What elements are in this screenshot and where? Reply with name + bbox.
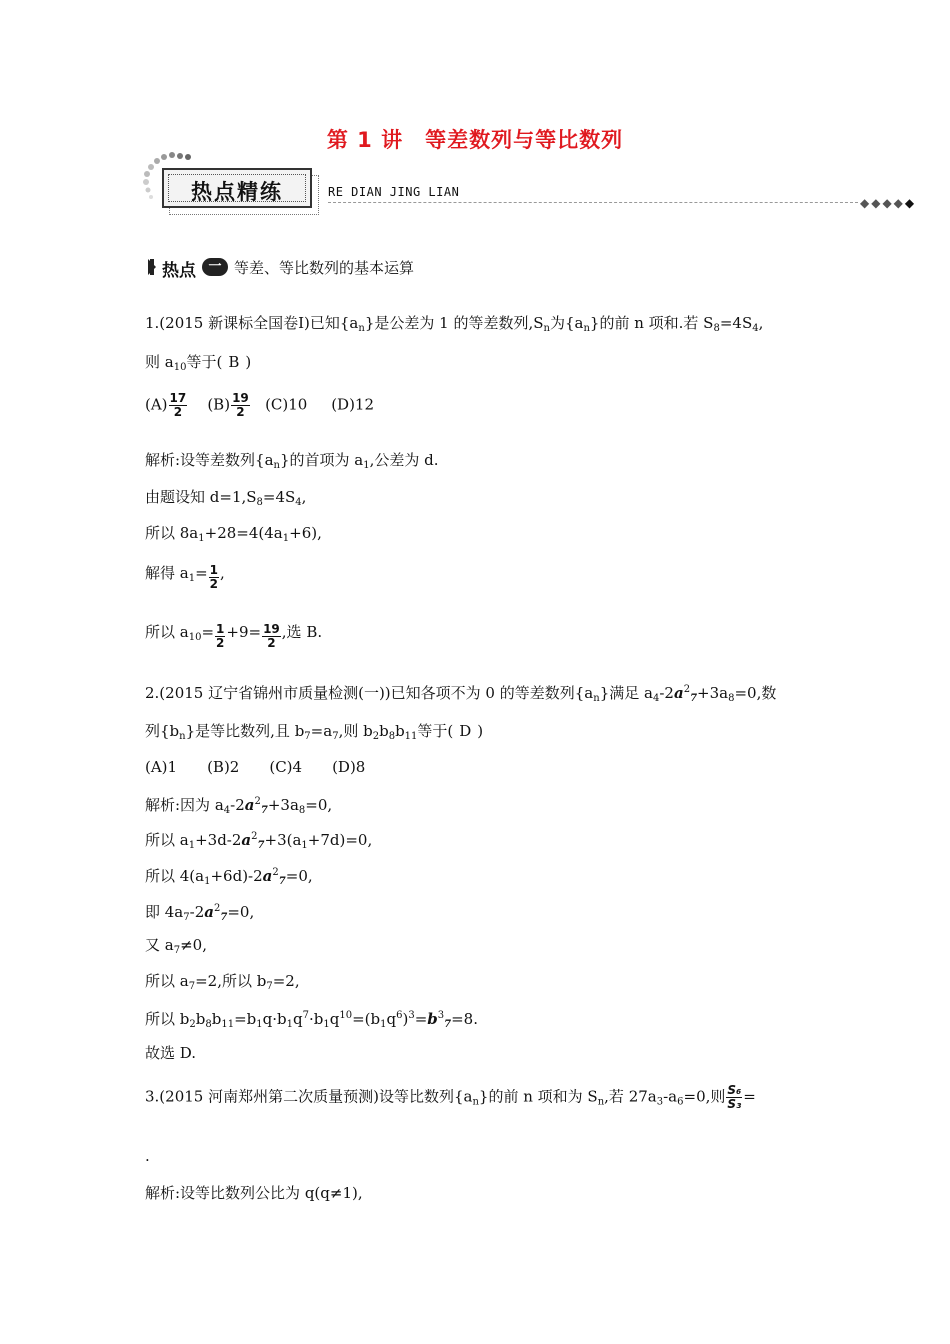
- q2-solution-line6: 所以 $a_7=2$,所以 $b_7=2$,: [145, 972, 300, 992]
- hotspot-heading: [148, 256, 414, 282]
- q1-solution-line5: 所以 $a_{10}=$ $\frac{1}{2}$ +9= $\frac{19}{2}$ ,选 B.: [145, 622, 323, 650]
- q1-stem-line2: 则 $a_{10}$等于( B ): [145, 353, 252, 373]
- q1-solution-line3: 所以 $8a_1+28=4(4a_1+6)$,: [145, 524, 322, 544]
- q1-solution-line4: 解得 $a_1=$ $\frac{1}{2}$ ,: [145, 563, 225, 591]
- hotspot-topic: 等差、等比数列的基本运算: [234, 258, 415, 277]
- q1-answer: B: [228, 353, 240, 371]
- banner-label: 热点精练: [191, 180, 283, 204]
- diamond-ornament-icon: ◆◆◆◆◆: [860, 196, 917, 210]
- triangle-icon: [148, 259, 156, 275]
- banner-box: [162, 168, 312, 208]
- q2-answer: D: [459, 722, 472, 740]
- q2-solution-line7: 所以 $b_2b_8b_{11}=b_1q\cdot b_1q^7\cdot b_1q^{10}=(b_1q^6)^3=b^3_7=8$.: [145, 1010, 478, 1030]
- q1-solution-line1: 解析:设等差数列$\{a_n\}$的首项为 $a_1$,公差为 d.: [145, 451, 439, 471]
- q2-solution-line2: 所以 $a_1+3d-2a^2_7+3(a_1+7d)=0$,: [145, 831, 373, 851]
- hotspot-number: 一: [202, 258, 228, 276]
- q1-stem-line1: 1.(2015 新课标全国卷Ⅰ)已知$\{a_n\}$是公差为 1 的等差数列$,S_n$为$\{a_n\}$的前 n 项和.若 $S_8=4S_4$,: [145, 314, 764, 334]
- banner-subtitle: RE DIAN JING LIAN: [328, 185, 460, 199]
- q1-options: (A) $\frac{17}{2}$ (B) $\frac{19}{2}$ (C)10 (D)12: [145, 391, 375, 419]
- q2-solution-line4: 即 $4a_7-2a^2_7=0$,: [145, 903, 255, 923]
- q2-solution-line5: 又 $a_7\ne 0$,: [145, 936, 207, 956]
- q3-solution-line1: 解析:设等比数列公比为 q(q≠1),: [145, 1184, 363, 1202]
- q3-blank-dot: .: [145, 1147, 150, 1165]
- q2-options: (A)1 (B)2 (C)4 (D)8: [145, 758, 366, 776]
- q2-solution-line3: 所以 $4(a_1+6d)-2a^2_7=0$,: [145, 867, 313, 887]
- q2-stem-line1: 2.(2015 辽宁省锦州市质量检测(一))已知各项不为 0 的等差数列$\{a_n\}$满足 $a_4-2a^2_7+3a_8=0$,数: [145, 684, 777, 704]
- banner-divider: [328, 202, 858, 203]
- q2-stem-line2: 列$\{b_n\}$是等比数列,且 $b_7=a_7$,则 $b_2b_8b_{11}$等于( D ): [145, 722, 484, 742]
- q2-solution-line8: 故选 D.: [145, 1044, 197, 1062]
- hotspot-badge: [148, 256, 230, 281]
- hotspot-label: 热点: [162, 261, 196, 281]
- q3-stem-line1: 3.(2015 河南郑州第二次质量预测)设等比数列$\{a_n\}$的前 n 项和为 $S_n$,若 $27a_3-a_6=0$,则 $\frac{\text{S₆}}{\text{S₃}}$ =: [145, 1083, 756, 1111]
- q1-solution-line2: 由题设知 $d=1,S_8=4S_4$,: [145, 488, 307, 508]
- lesson-title: 第 1 讲 等差数列与等比数列: [326, 128, 624, 152]
- q2-solution-line1: 解析:因为 $a_4-2a^2_7+3a_8=0$,: [145, 796, 333, 816]
- section-banner: [140, 150, 940, 212]
